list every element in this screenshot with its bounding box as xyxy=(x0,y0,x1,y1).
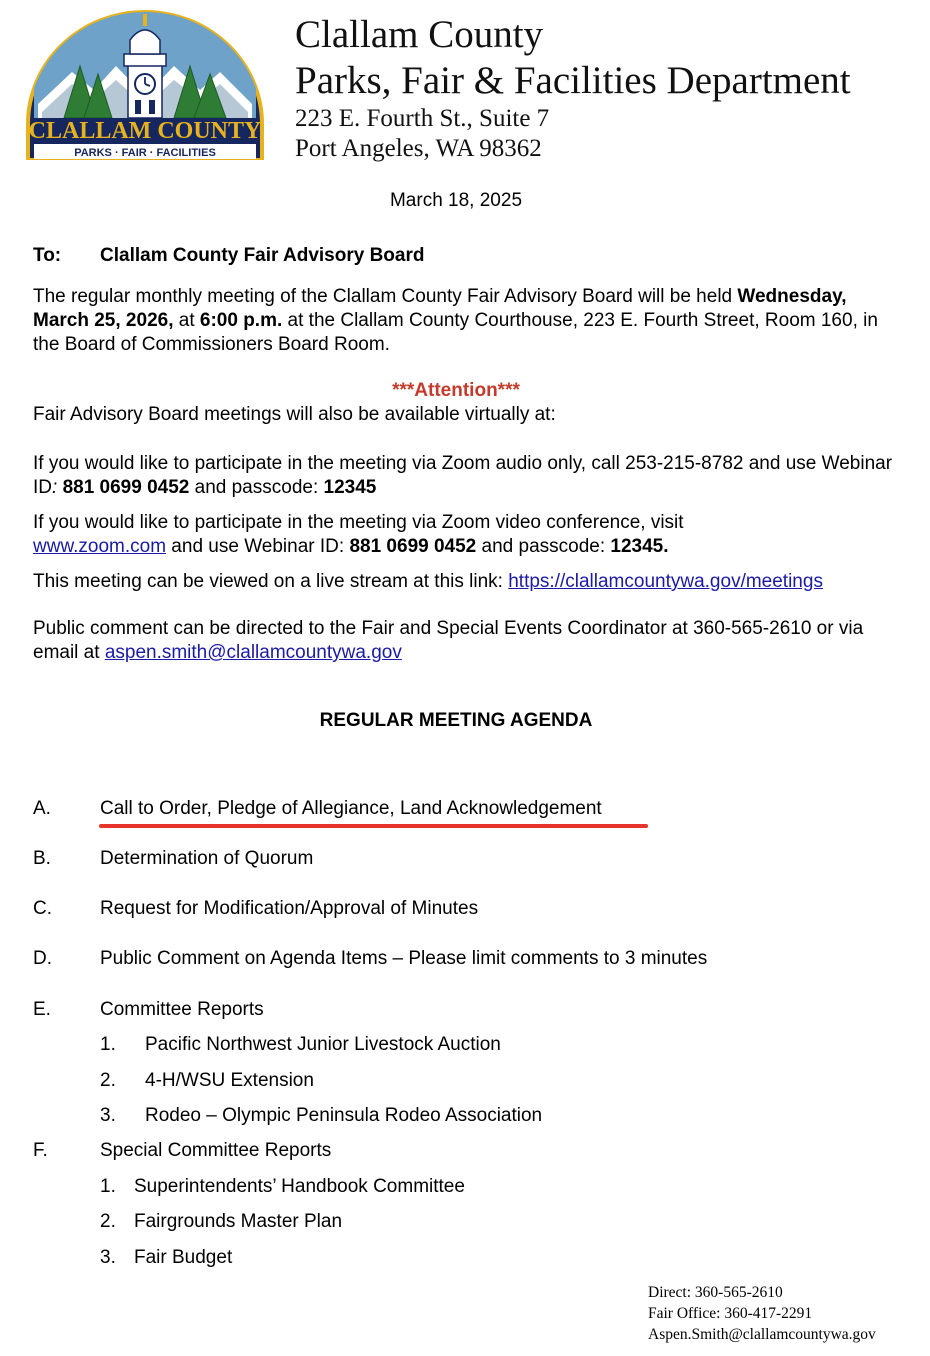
sub-item-number: 2. xyxy=(100,1211,116,1232)
sub-item-number: 3. xyxy=(100,1247,116,1268)
zoom-video-passcode: 12345. xyxy=(610,536,669,557)
intro-text: The regular monthly meeting of the Clallam County Fair Advisory Board will be held xyxy=(33,286,733,307)
intro-at: at xyxy=(173,310,200,331)
sub-item: Pacific Northwest Junior Livestock Auction xyxy=(145,1034,501,1055)
logo-name: CLALLAM COUNTY xyxy=(28,118,262,144)
agenda-letter-a: A. xyxy=(33,798,51,819)
zoom-audio-paragraph xyxy=(33,452,893,500)
sub-item-number: 1. xyxy=(100,1176,116,1197)
sub-item: Fairgrounds Master Plan xyxy=(134,1211,343,1232)
meeting-location: at the Clallam County Courthouse, 223 E. Fourth Street, Room 160, in the Board of Commissioners Board Room. xyxy=(33,310,878,355)
zoom-audio-passcode: 12345 xyxy=(323,477,377,498)
agenda-letter-e: E. xyxy=(33,999,51,1020)
header-address-line1: 223 E. Fourth St., Suite 7 xyxy=(295,105,550,132)
zoom-link[interactable]: www.zoom.com xyxy=(33,536,167,557)
sub-item: Fair Budget xyxy=(134,1247,233,1268)
header-title: Clallam County xyxy=(295,13,544,56)
virtual-notice: Fair Advisory Board meetings will also be available virtually at: xyxy=(33,404,556,425)
agenda-item-c: Request for Modification/Approval of Minutes xyxy=(100,898,479,919)
sub-item-number: 2. xyxy=(100,1070,116,1091)
sub-item: Rodeo – Olympic Peninsula Rodeo Association xyxy=(145,1105,543,1126)
meeting-time: 6:00 p.m. xyxy=(199,310,283,331)
agenda-letter-b: B. xyxy=(33,848,51,869)
footer-email: Aspen.Smith@clallamcountywa.gov xyxy=(648,1326,876,1343)
header-address-line2: Port Angeles, WA 98362 xyxy=(295,135,542,162)
agenda-item-d: Public Comment on Agenda Items – Please limit comments to 3 minutes xyxy=(100,948,708,969)
intro-paragraph xyxy=(33,285,893,357)
agenda-item-a: Call to Order, Pledge of Allegiance, Land Acknowledgement xyxy=(100,798,602,819)
zoom-audio-webinar-id: 881 0699 0452 xyxy=(62,477,190,498)
zoom-audio-text: If you would like to participate in the meeting via Zoom audio only, call 253-215-8782 and use Webinar ID xyxy=(33,453,893,498)
sub-item: 4-H/WSU Extension xyxy=(145,1070,314,1091)
livestream-paragraph xyxy=(33,570,893,594)
footer-office-phone: Fair Office: 360-417-2291 xyxy=(648,1305,813,1322)
county-logo xyxy=(24,8,266,166)
zoom-video-paragraph xyxy=(33,511,893,559)
logo-tagline: PARKS · FAIR · FACILITIES xyxy=(74,147,216,159)
header-department: Parks, Fair & Facilities Department xyxy=(295,59,851,102)
footer-direct-phone: Direct: 360-565-2610 xyxy=(648,1284,783,1301)
sub-item: Superintendents’ Handbook Committee xyxy=(134,1176,465,1197)
agenda-item-e: Committee Reports xyxy=(100,999,264,1020)
livestream-text: This meeting can be viewed on a live stream at this link: xyxy=(33,571,509,592)
agenda-item-f: Special Committee Reports xyxy=(100,1140,332,1161)
public-comment-paragraph xyxy=(33,617,893,665)
to-recipient: Clallam County Fair Advisory Board xyxy=(100,245,425,266)
zoom-video-webinar-id: 881 0699 0452 xyxy=(349,536,477,557)
agenda-letter-c: C. xyxy=(33,898,52,919)
highlight-underline xyxy=(99,824,648,828)
zoom-video-id-label: and use Webinar ID: xyxy=(166,536,350,557)
to-label: To: xyxy=(33,245,62,266)
public-comment-text: Public comment can be directed to the Fair and Special Events Coordinator at 360-565-2610 or via email at xyxy=(33,618,864,663)
sub-item-number: 1. xyxy=(100,1034,116,1055)
sub-item-number: 3. xyxy=(100,1105,116,1126)
agenda-letter-d: D. xyxy=(33,948,52,969)
zoom-audio-colon: : xyxy=(52,477,58,498)
agenda-title: REGULAR MEETING AGENDA xyxy=(319,710,593,731)
zoom-video-text: If you would like to participate in the meeting via Zoom video conference, visit xyxy=(33,512,684,533)
livestream-link[interactable]: https://clallamcountywa.gov/meetings xyxy=(508,571,823,592)
attention-notice: ***Attention*** xyxy=(392,380,520,401)
memo-date: March 18, 2025 xyxy=(389,190,523,211)
meeting-day: Wednesday, March 25, 2026, xyxy=(33,286,847,331)
logo-emblem xyxy=(24,8,266,166)
email-link[interactable]: aspen.smith@clallamcountywa.gov xyxy=(104,642,402,663)
agenda-item-b: Determination of Quorum xyxy=(100,848,314,869)
zoom-video-passcode-label: and passcode: xyxy=(476,536,611,557)
zoom-audio-passcode-label: and passcode: xyxy=(189,477,324,498)
to-line xyxy=(33,244,893,268)
agenda-letter-f: F. xyxy=(33,1140,48,1161)
